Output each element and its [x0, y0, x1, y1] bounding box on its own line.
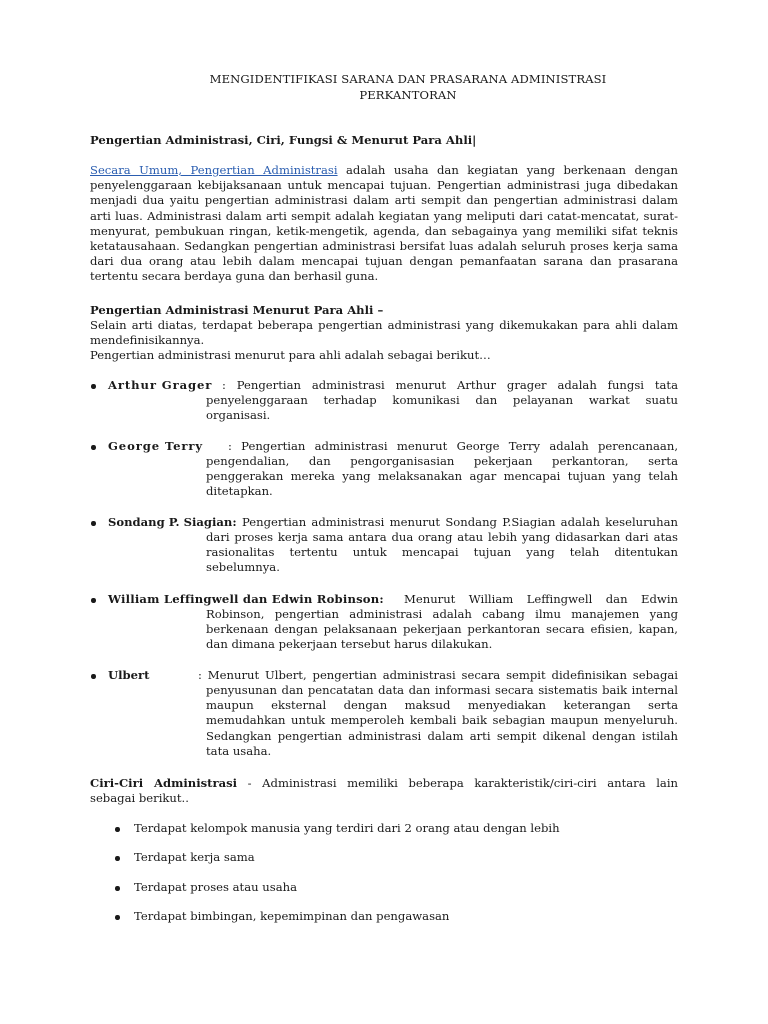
ciri-label: Ciri-Ciri Administrasi — [90, 776, 238, 790]
expert-first-line: Pengertian administrasi menurut Sondang P.Siagian adalah keseluruhan — [242, 515, 678, 529]
section-heading-pengertian: Pengertian Administrasi, Ciri, Fungsi & Menurut Para Ahli| — [90, 133, 477, 147]
para-ahli-lead: Pengertian administrasi menurut para ahli adalah sebagai berikut… — [90, 348, 491, 363]
intro-line: dari dua orang atau lebih dalam mencapai tujuan dengan pemanfaatan sarana dan prasarana — [90, 254, 678, 269]
intro-line-1: Secara Umum, Pengertian Administrasi adalah usaha dan kegiatan yang berkenaan dengan — [90, 163, 678, 177]
secara-umum-link[interactable]: Secara Umum, Pengertian Administrasi — [90, 163, 338, 177]
expert-first-line: : Menurut Ulbert, pengertian administrasi secara sempit didefinisikan sebagai — [198, 668, 678, 682]
ciri-intro-line-1: Ciri-Ciri Administrasi - Administrasi memiliki beberapa karakteristik/ciri-ciri antara lain — [90, 776, 678, 790]
ciri-intro-line-2: sebagai berikut.. — [90, 791, 189, 806]
expert-body: penyelenggaraan terhadap komunikasi dan pelayanan warkat suatu organisasi. — [206, 393, 678, 423]
para-ahli-intro-line: mendefinisikannya. — [90, 333, 205, 348]
intro-paragraph — [90, 163, 678, 285]
intro-line: menyurat, pembukuan ringan, ketik-mengetik, agenda, dan sebagainya yang memiliki sifat teknis — [90, 223, 678, 238]
intro-line: tertentu secara berdaya guna dan berhasil guna. — [90, 269, 379, 284]
intro-line: menjadi dua yaitu pengertian administrasi dalam arti sempit dan pengertian administrasi dalam — [90, 193, 678, 208]
ciri-intro — [90, 776, 678, 806]
expert-term: George Terry — [108, 439, 204, 453]
intro-line: ketatausahaan. Sedangkan pengertian administrasi bersifat luas adalah seluruh proses kerja sama — [90, 239, 678, 254]
intro-line: arti luas. Administrasi dalam arti sempit adalah kegiatan yang meliputi dari catat-mencatat, surat- — [90, 208, 678, 223]
section-heading-para-ahli: Pengertian Administrasi Menurut Para Ahli – — [90, 303, 384, 317]
expert-first-line: : Pengertian administrasi menurut Arthur grager adalah fungsi tata — [222, 378, 678, 392]
expert-body: pengendalian, dan pengorganisasian pekerjaan perkantoran, serta penggerakan mereka yang melaksanakan agar mencapai tujuan yang telah ditetapkan. — [206, 454, 678, 499]
expert-term: William Leffingwell dan Edwin Robinson: — [108, 592, 384, 606]
expert-first-line: : Pengertian administrasi menurut George Terry adalah perencanaan, — [228, 439, 678, 453]
expert-term: Sondang P. Siagian: — [108, 515, 237, 529]
document-title — [90, 71, 726, 103]
expert-term: Ulbert — [108, 668, 150, 682]
expert-term: Arthur Grager — [108, 378, 213, 392]
expert-body: dari proses kerja sama antara dua orang atau lebih yang didasarkan dari atas rasionalitas tertentu untuk mencapai tujuan yang telah ditentukan sebelumnya. — [206, 530, 678, 575]
intro-line: penyelenggaraan kebijaksanaan untuk mencapai tujuan. Pengertian administrasi juga dibedakan — [90, 178, 678, 193]
expert-first-line: Menurut William Leffingwell dan Edwin — [404, 592, 678, 606]
para-ahli-intro-line: Selain arti diatas, terdapat beberapa pengertian administrasi yang dikemukakan para ahli dalam — [90, 318, 678, 332]
title-line-1: MENGIDENTIFIKASI SARANA DAN PRASARANA ADMINISTRASI — [209, 72, 607, 86]
expert-body: Robinson, pengertian administrasi adalah cabang ilmu manajemen yang berkenaan dengan pelaksanaan pekerjaan perkantoran secara efisien, kapan, dan dimana pekerjaan tersebut harus dilakukan. — [206, 607, 678, 652]
title-line-2: PERKANTORAN — [359, 88, 457, 102]
para-ahli-intro — [90, 318, 678, 364]
expert-body: penyusunan dan pencatatan data dan informasi secara sistematis baik internal maupun eksternal dengan maksud menyediakan keterangan serta memudahkan untuk memperoleh kembali baik sebagian maupun menyeluruh. Sedangkan pengertian administrasi dalam arti sempit dikenal dengan istilah tata usaha. — [206, 683, 678, 758]
